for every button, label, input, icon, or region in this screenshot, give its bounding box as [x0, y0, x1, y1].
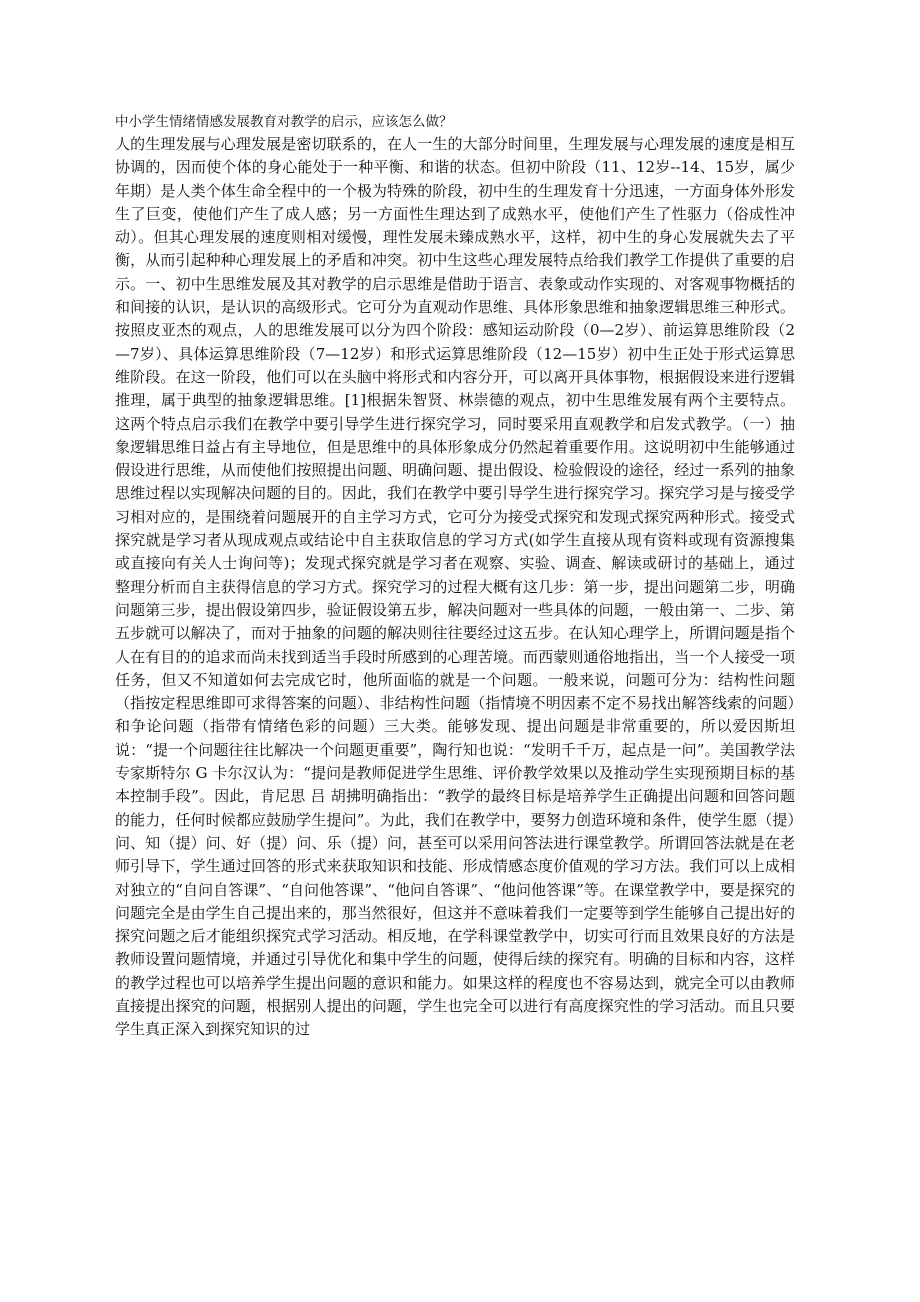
document-content [115, 112, 795, 1042]
document-body-paragraph: 人的生理发展与心理发展是密切联系的，在人一生的大部分时间里，生理发展与心理发展的速度是相互协调的，因而使个体的身心能处于一种平衡、和谐的状态。但初中阶段（11、12岁--14、15岁，属少年期）是人类个体生命全程中的一个极为特殊的阶段，初中生的生理发育十分迅速，一方面身体外形发生了巨变，使他们产生了成人感；另一方面性生理达到了成熟水平，使他们产生了性驱力（俗成性冲动）。但其心理发展的速度则相对缓慢，理性发展未臻成熟水平，这样，初中生的身心发展就失去了平衡，从而引起种种心理发展上的矛盾和冲突。初中生这些心理发展特点给我们教学工作提供了重要的启示。一、初中生思维发展及其对教学的启示思维是借助于语言、表象或动作实现的、对客观事物概括的和间接的认识，是认识的高级形式。它可分为直观动作思维、具体形象思维和抽象逻辑思维三种形式。按照皮亚杰的观点，人的思维发展可以分为四个阶段：感知运动阶段（0—2岁）、前运算思维阶段（2—7岁）、具体运算思维阶段（7—12岁）和形式运算思维阶段（12—15岁）初中生正处于形式运算思维阶段。在这一阶段，他们可以在头脑中将形式和内容分开，可以离开具体事物，根据假设来进行逻辑推理，属于典型的抽象逻辑思维。[1]根据朱智贤、林崇德的观点，初中生思维发展有两个主要特点。这两个特点启示我们在教学中要引导学生进行探究学习，同时要采用直观教学和启发式教学。（一）抽象逻辑思维日益占有主导地位，但是思维中的具体形象成分仍然起着重要作用。这说明初中生能够通过假设进行思维，从而使他们按照提出问题、明确问题、提出假设、检验假设的途径，经过一系列的抽象思维过程以实现解决问题的目的。因此，我们在教学中要引导学生进行探究学习。探究学习是与接受学习相对应的，是围绕着问题展开的自主学习方式，它可分为接受式探究和发现式探究两种形式。接受式探究就是学习者从现成观点或结论中自主获取信息的学习方式(如学生直接从现有资料或现有资源搜集或直接向有关人士询问等)；发现式探究就是学习者在观察、实验、调查、解读或研讨的基础上，通过整理分析而自主获得信息的学习方式。探究学习的过程大概有这几步：第一步，提出问题第二步，明确问题第三步，提出假设第四步，验证假设第五步，解决问题对一些具体的问题，一般由第一、二步、第五步就可以解决了，而对于抽象的问题的解决则往往要经过这五步。在认知心理学上，所谓问题是指个人在有目的的追求而尚未找到适当手段时所感到的心理苦境。而西蒙则通俗地指出，当一个人接受一项任务，但又不知道如何去完成它时，他所面临的就是一个问题。一般来说，问题可分为：结构性问题（指按定程思维即可求得答案的问题）、非结构性问题（指情境不明因素不定不易找出解答线索的问题）和争论问题（指带有情绪色彩的问题）三大类。能够发现、提出问题是非常重要的，所以爱因斯坦说：“提一个问题往往比解决一个问题更重要”，陶行知也说：“发明千千万，起点是一问”。美国教学法专家斯特尔 G 卡尔汉认为：“提问是教师促进学生思维、评价教学效果以及推动学生实现预期目标的基本控制手段”。因此，肯尼思 吕 胡拂明确指出：“教学的最终目标是培养学生正确提出问题和回答问题的能力，任何时候都应鼓励学生提问”。为此，我们在教学中，要努力创造环境和条件，使学生愿（提）问、知（提）问、好（提）问、乐（提）问，甚至可以采用问答法进行课堂教学。所谓回答法就是在老师引导下，学生通过回答的形式来获取知识和技能、形成情感态度价值观的学习方法。我们可以上成相对独立的“自问自答课”、“自问他答课”、“他问自答课”、“他问他答课”等。在课堂教学中，要是探究的问题完全是由学生自己提出来的，那当然很好，但这并不意味着我们一定要等到学生能够自己提出好的探究问题之后才能组织探究式学习活动。相反地，在学科课堂教学中，切实可行而且效果良好的方法是教师设置问题情境，并通过引导优化和集中学生的问题，使得后续的探究有。明确的目标和内容，这样的教学过程也可以培养学生提出问题的意识和能力。如果这样的程度也不容易达到，就完全可以由教师直接提出探究的问题，根据别人提出的问题，学生也完全可以进行有高度探究性的学习活动。而且只要学生真正深入到探究知识的过 [115, 135, 795, 1039]
document-title: 中小学生情绪情感发展教育对教学的启示，应该怎么做？ [115, 114, 453, 130]
